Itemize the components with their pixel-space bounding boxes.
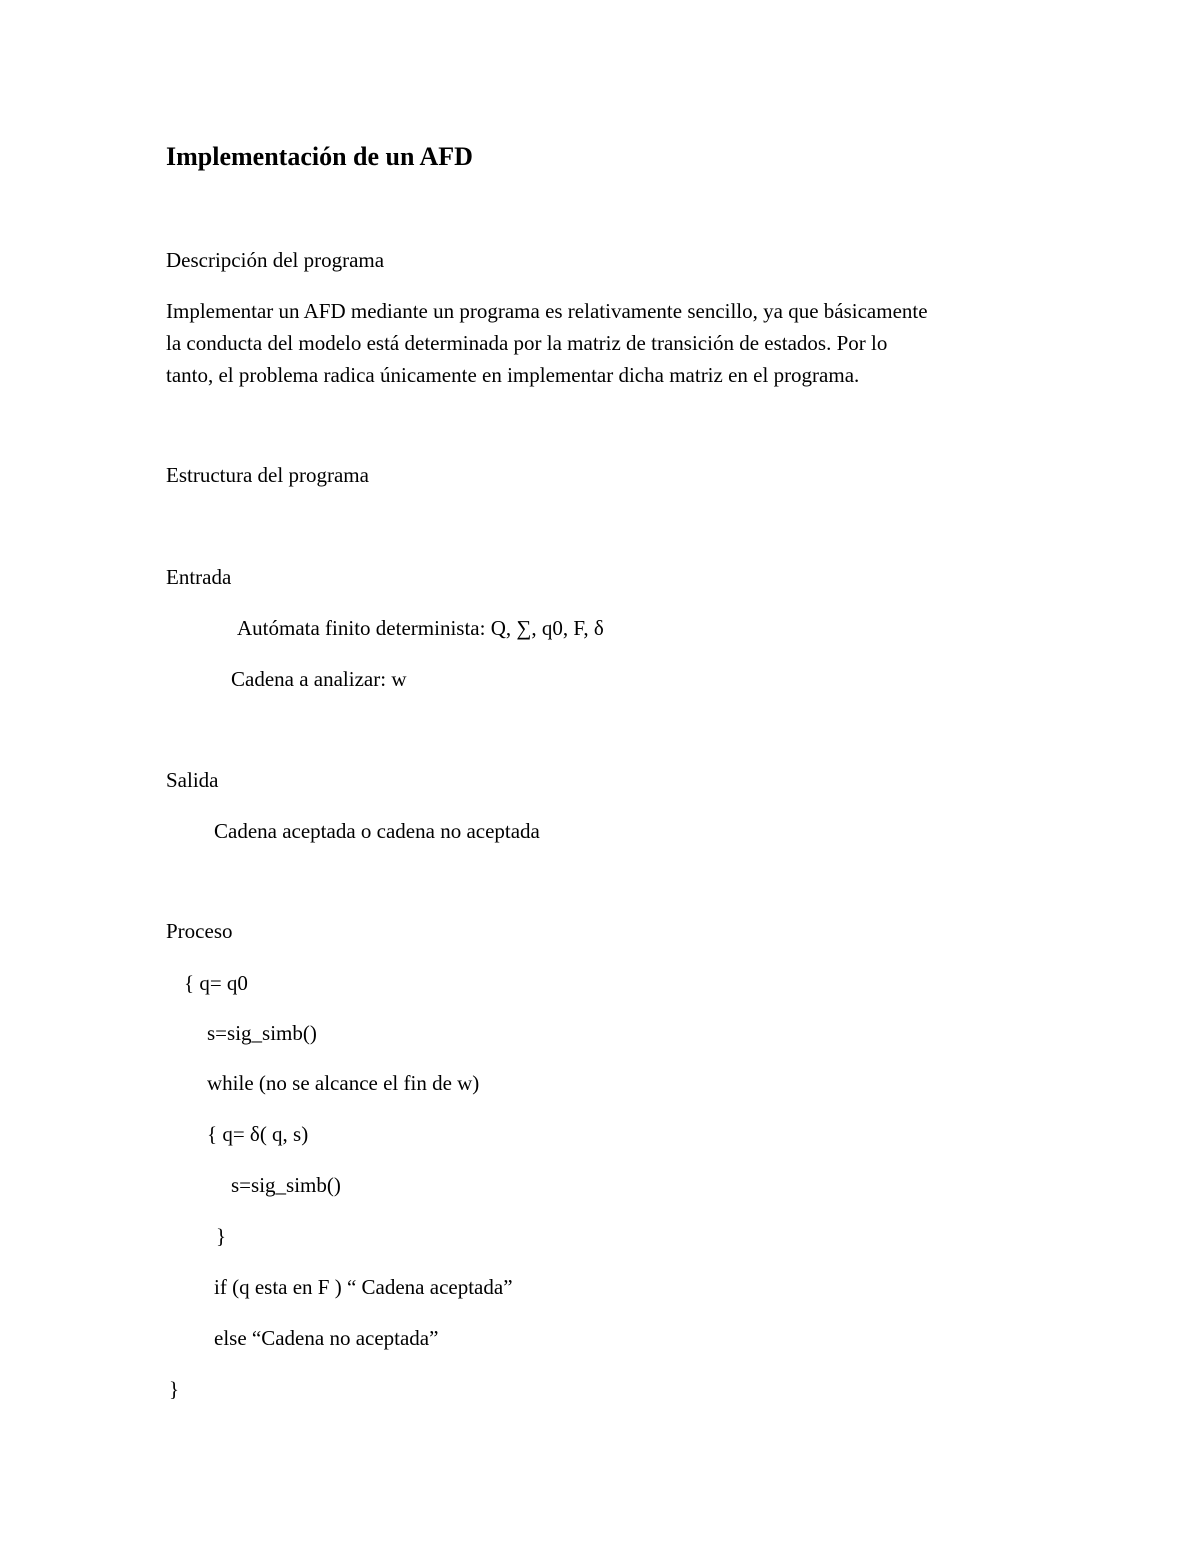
code-line-2: s=sig_simb() bbox=[207, 1021, 317, 1045]
descripcion-heading: Descripción del programa bbox=[166, 248, 385, 272]
salida-text: Cadena aceptada o cadena no aceptada bbox=[214, 819, 540, 843]
descripcion-line-2: la conducta del modelo está determinada por la matriz de transición de estados. Por lo bbox=[166, 331, 888, 355]
entrada-heading: Entrada bbox=[166, 565, 232, 589]
code-line-1: { q= q0 bbox=[184, 971, 248, 995]
page-title: Implementación de un AFD bbox=[166, 142, 473, 171]
entrada-cadena: Cadena a analizar: w bbox=[231, 667, 407, 691]
code-line-6: } bbox=[216, 1224, 227, 1248]
proceso-heading: Proceso bbox=[166, 919, 233, 943]
code-line-7: if (q esta en F ) “ Cadena aceptada” bbox=[214, 1275, 513, 1299]
estructura-heading: Estructura del programa bbox=[166, 463, 369, 487]
code-line-5: s=sig_simb() bbox=[231, 1173, 341, 1197]
code-line-9: } bbox=[169, 1377, 180, 1401]
descripcion-line-3: tanto, el problema radica únicamente en implementar dicha matriz en el programa. bbox=[166, 363, 860, 387]
salida-heading: Salida bbox=[166, 768, 219, 792]
code-line-3: while (no se alcance el fin de w) bbox=[207, 1071, 480, 1095]
code-line-8: else “Cadena no aceptada” bbox=[214, 1326, 439, 1350]
descripcion-line-1: Implementar un AFD mediante un programa es relativamente sencillo, ya que básicamente bbox=[166, 299, 928, 323]
code-line-4: { q= δ( q, s) bbox=[207, 1122, 309, 1146]
entrada-automata: Autómata finito determinista: Q, ∑, q0, F, δ bbox=[237, 616, 604, 640]
